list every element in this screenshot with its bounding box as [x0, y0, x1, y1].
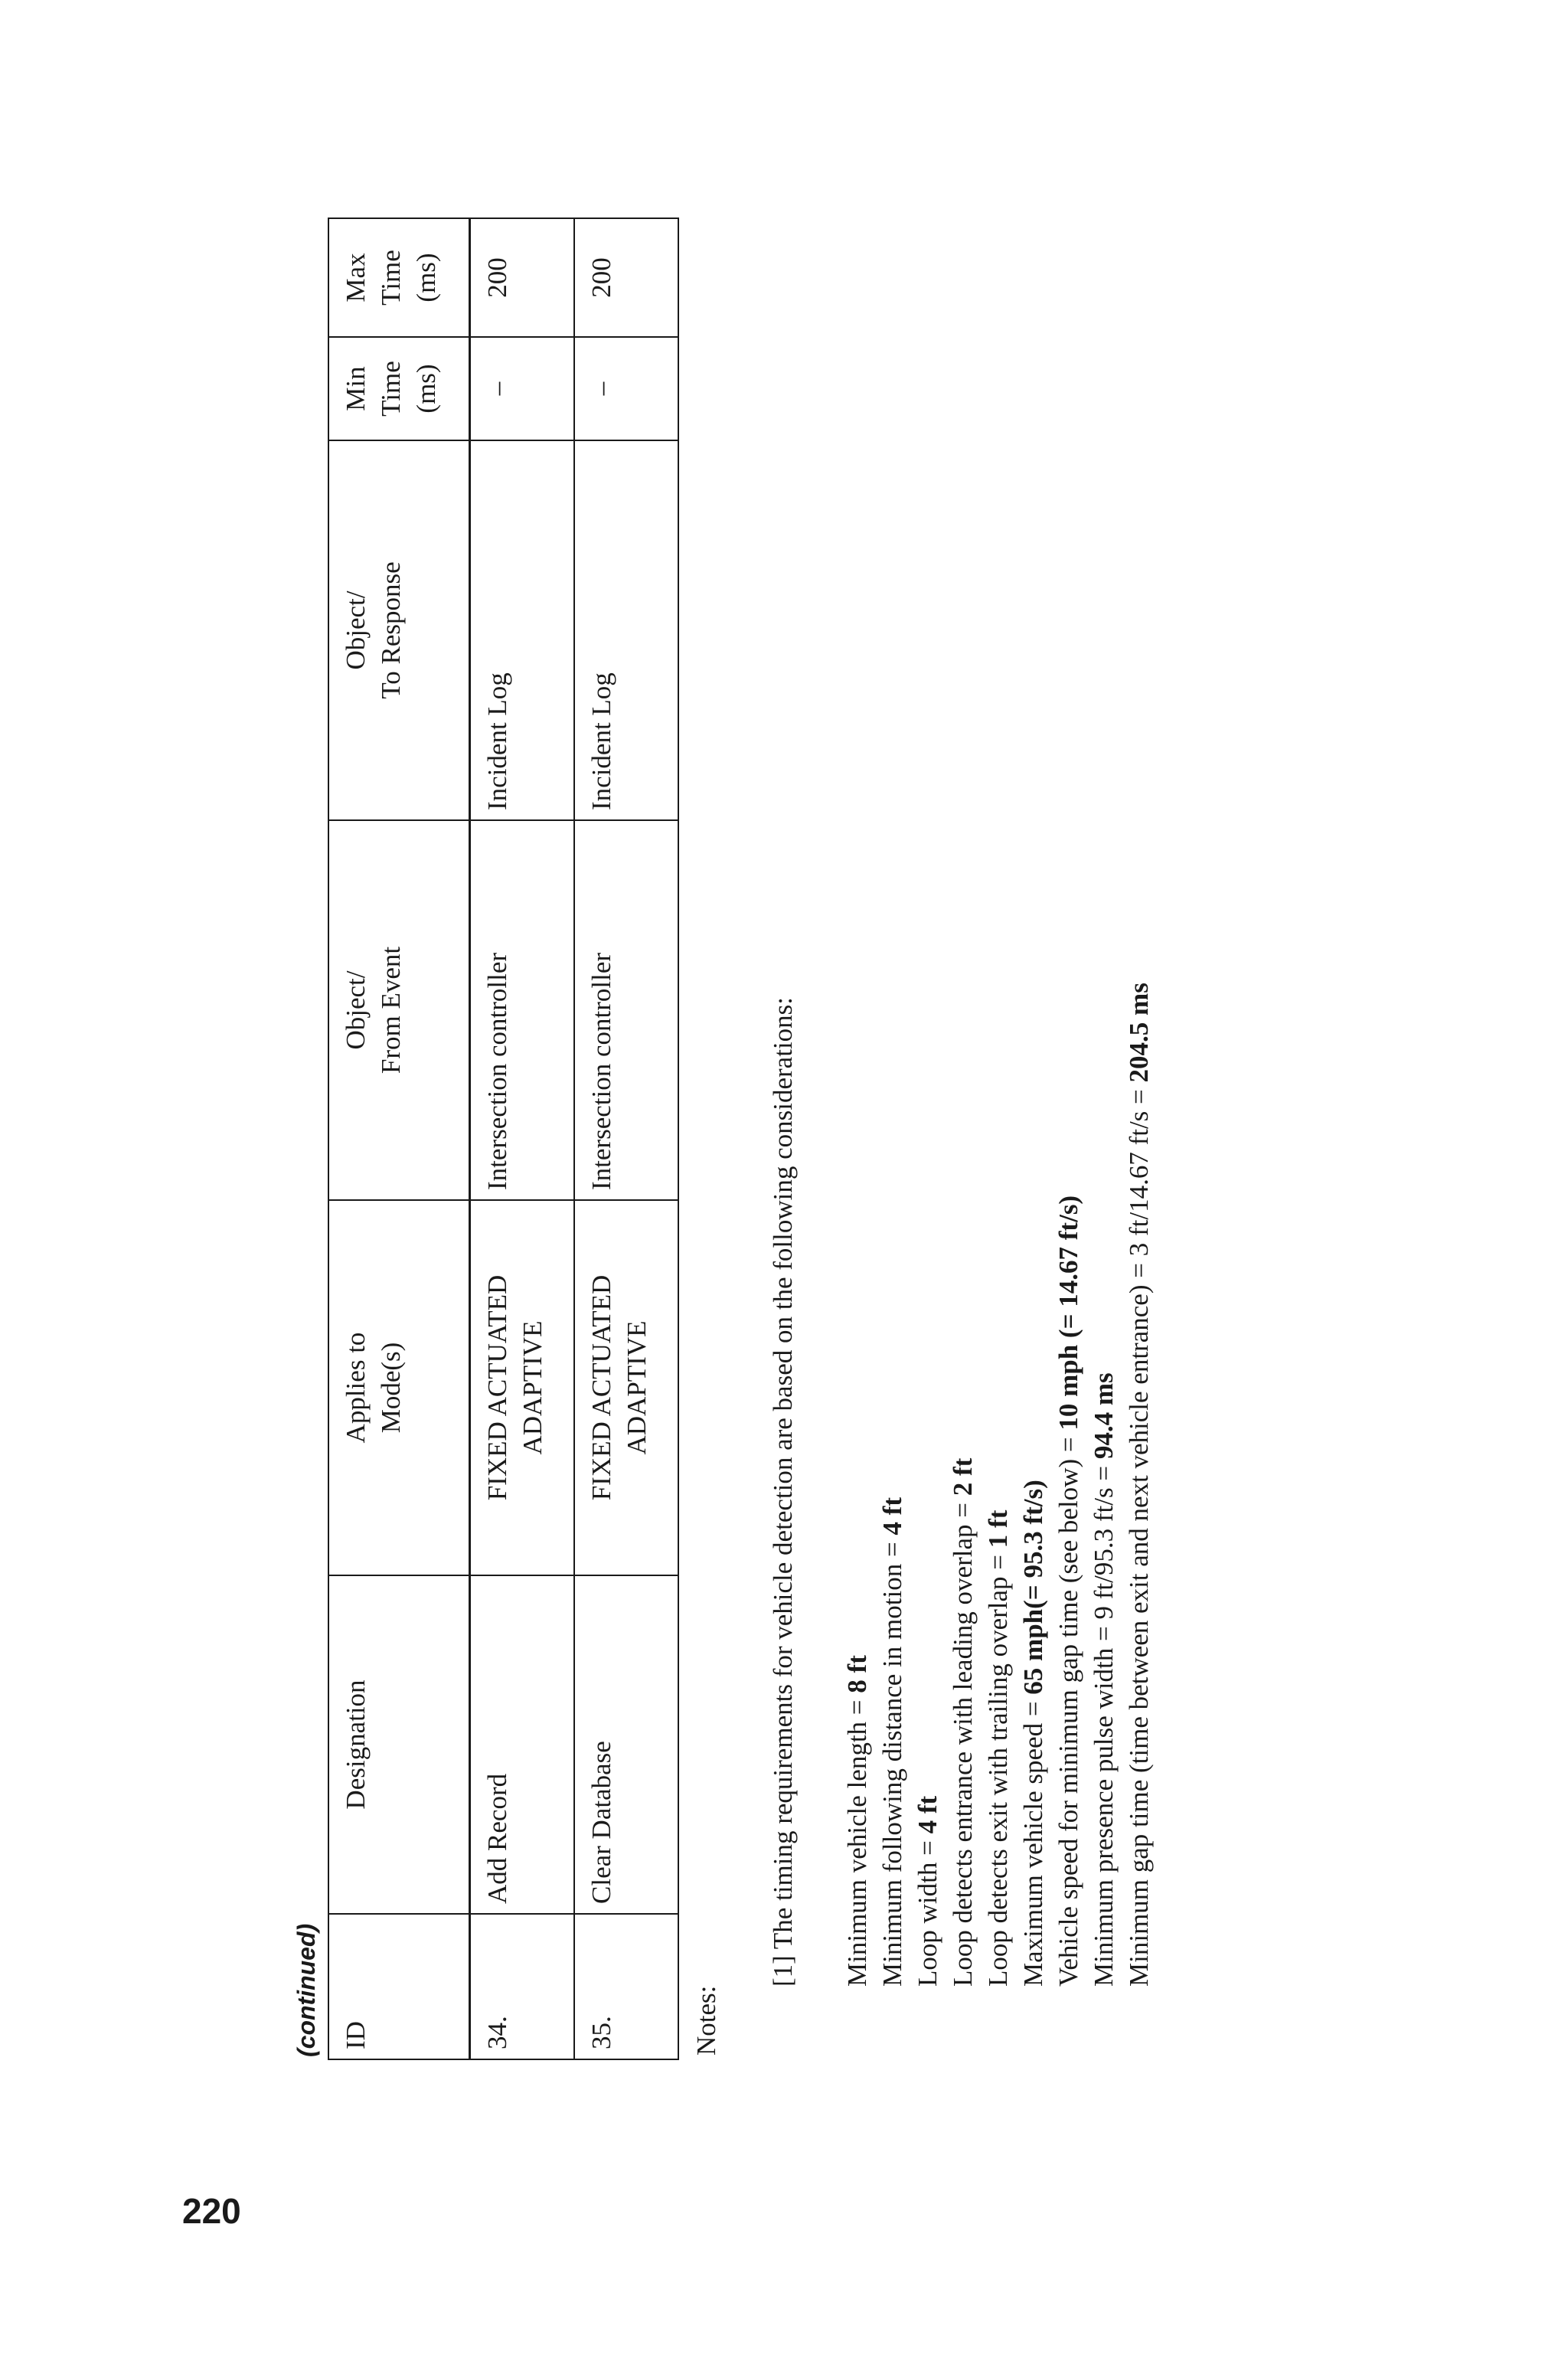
- header-max-time: [328, 218, 470, 337]
- item-text: Loop detects entrance with leading overlap =: [948, 1496, 978, 1987]
- header-id: ID: [328, 1914, 470, 2059]
- consideration-item: [946, 306, 981, 1987]
- cell-modes: [470, 1200, 575, 1575]
- header-designation: Designation: [328, 1575, 470, 1914]
- consideration-item: [1016, 306, 1051, 1987]
- item-value: 10 mph (= 14.67 ft/s): [1054, 1195, 1083, 1431]
- header-max-line2: Time: [376, 250, 406, 306]
- cell-id: 34.: [470, 1914, 575, 2059]
- header-min-time: [328, 337, 470, 440]
- header-applies-line2: Mode(s): [376, 1342, 406, 1434]
- table-row: [574, 218, 678, 2059]
- table-row: [470, 218, 575, 2059]
- cell-from-event: Intersection controller: [574, 820, 678, 1200]
- header-min-line1: Min: [341, 366, 371, 411]
- header-min-line2: Time: [376, 361, 406, 417]
- note-intro: [1] The timing requirements for vehicle detection are based on the following considerations:: [768, 996, 798, 1987]
- header-max-line3: (ms): [411, 253, 441, 303]
- consideration-item: [875, 306, 910, 1987]
- header-from-line2: From Event: [376, 946, 406, 1074]
- cell-from-event: Intersection controller: [470, 820, 575, 1200]
- table-header-row: [328, 218, 470, 2059]
- item-value: 94.4 ms: [1089, 1372, 1119, 1460]
- header-from: [328, 820, 470, 1200]
- header-applies: [328, 1200, 470, 1575]
- cell-modes-line1: FIXED ACTUATED: [482, 1274, 512, 1501]
- cell-to-response: Incident Log: [470, 440, 575, 820]
- item-value: 4 ft: [913, 1795, 942, 1834]
- cell-id: 35.: [574, 1914, 678, 2059]
- notes-label: Notes:: [691, 1985, 721, 2056]
- item-text: Loop detects exit with trailing overlap =: [983, 1548, 1013, 1987]
- cell-max-time: 200: [470, 218, 575, 337]
- consideration-item: [840, 306, 875, 1987]
- item-text: Minimum presence pulse width = 9 ft/95.3 ft/s =: [1089, 1459, 1119, 1987]
- cell-designation: Add Record: [470, 1575, 575, 1914]
- continued-label: (continued): [292, 1923, 320, 2057]
- item-text: Minimum gap time (time between exit and next vehicle entrance) = 3 ft/14.67 ft/s =: [1124, 1082, 1154, 1987]
- consideration-item: [1122, 306, 1157, 1987]
- cell-to-response: Incident Log: [574, 440, 678, 820]
- cell-min-time: –: [574, 337, 678, 440]
- item-value: 204.5 ms: [1124, 983, 1154, 1083]
- item-text: Loop width =: [913, 1833, 942, 1987]
- header-max-line1: Max: [341, 253, 371, 303]
- cell-modes-line1: FIXED ACTUATED: [586, 1274, 616, 1501]
- consideration-item: [1086, 306, 1122, 1987]
- consideration-item: [910, 306, 946, 1987]
- item-text: Minimum vehicle length =: [842, 1693, 872, 1987]
- timing-table: [328, 218, 679, 2060]
- header-applies-line1: Applies to: [341, 1332, 371, 1444]
- cell-modes: [574, 1200, 678, 1575]
- page-number: 220: [182, 2191, 241, 2231]
- item-text: Vehicle speed for minimum gap time (see below) =: [1054, 1430, 1083, 1987]
- item-value: 4 ft: [877, 1497, 907, 1536]
- header-from-line1: Object/: [341, 970, 371, 1050]
- consideration-item: [981, 306, 1016, 1987]
- header-to: [328, 440, 470, 820]
- cell-min-time: –: [470, 337, 575, 440]
- cell-max-time: 200: [574, 218, 678, 337]
- cell-modes-line2: ADAPTIVE: [518, 1320, 547, 1455]
- cell-modes-line2: ADAPTIVE: [622, 1320, 652, 1455]
- item-value: 2 ft: [948, 1457, 978, 1496]
- cell-designation: Clear Database: [574, 1575, 678, 1914]
- item-value: 8 ft: [842, 1655, 872, 1693]
- consideration-item: [1051, 306, 1086, 1987]
- item-value: 65 mph(= 95.3 ft/s): [1018, 1480, 1048, 1695]
- considerations-list: [840, 306, 1157, 1987]
- rotated-content: [285, 250, 1204, 2060]
- header-min-line3: (ms): [411, 364, 441, 414]
- item-text: Minimum following distance in motion =: [877, 1535, 907, 1987]
- item-value: 1 ft: [983, 1509, 1013, 1549]
- header-to-line1: Object/: [341, 590, 371, 670]
- item-text: Maximum vehicle speed =: [1018, 1694, 1048, 1987]
- header-to-line2: To Response: [376, 561, 406, 699]
